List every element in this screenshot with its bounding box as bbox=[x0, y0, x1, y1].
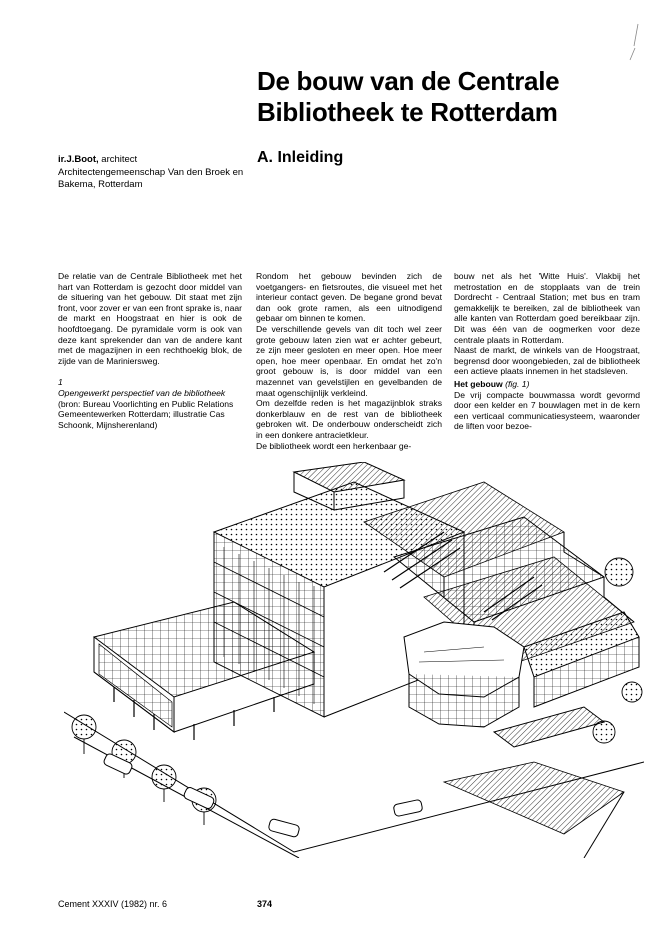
author-affiliation-2: Bakema, Rotterdam bbox=[58, 179, 143, 190]
subheading bbox=[454, 379, 640, 390]
author-line-1 bbox=[58, 154, 248, 167]
caption-title: Opengewerkt perspectief van de bibliotheek bbox=[58, 387, 226, 398]
author-affiliation-1: Architectengemeenschap Van den Broek en bbox=[58, 166, 244, 178]
title-line-1: De bouw van de Centrale bbox=[257, 66, 560, 96]
library-cutaway-illustration bbox=[64, 462, 644, 858]
paragraph: De bibliotheek wordt een herkenbaar ge- bbox=[256, 440, 412, 451]
subheading-ref: (fig. 1) bbox=[502, 378, 530, 389]
pencil-mark-icon bbox=[622, 22, 642, 62]
figure-caption bbox=[58, 377, 242, 430]
caption-number: 1 bbox=[58, 377, 63, 388]
paragraph: Om dezelfde reden is het magazijnblok straks donkerblauw en de rest van de bibliotheek gebroken wit. De onderbouw onderscheidt zich in een donkere antracietkleur. bbox=[256, 398, 442, 440]
text-column-1 bbox=[58, 271, 242, 430]
paragraph: Naast de markt, de winkels van de Hoogstraat, begrensd door woongebieden, zal de bibliotheek een actieve plaats innemen in het stadsleven. bbox=[454, 345, 640, 377]
journal-footer: Cement XXXIV (1982) nr. 6 bbox=[58, 899, 168, 909]
paragraph: bouw net als het 'Witte Huis'. Vlakbij het metrostation en de stopplaats van de trein Dordrecht - Centraal Station; met bus en tram gemakkelijk te bereiken, zal de bibliotheek van alle kanten van Rotterdam goed bereikbaar zijn. Dit was één van de oogmerken voor deze centrale plaats in Rotterdam. bbox=[454, 271, 640, 345]
paragraph: Rondom het gebouw bevinden zich de voetgangers- en fietsroutes, die visueel met het interieur contact geven. De begane grond bevat dan ook grote ramen, als een uitnodigend gebaar om binnen te komen. bbox=[256, 271, 442, 324]
author-name: ir.J.Boot, bbox=[58, 154, 99, 165]
author-role: architect bbox=[98, 154, 138, 165]
author-block bbox=[58, 154, 248, 192]
section-heading: A. Inleiding bbox=[257, 149, 344, 166]
article-title bbox=[257, 66, 637, 128]
title-line-2: Bibliotheek te Rotterdam bbox=[257, 97, 558, 127]
text-column-2 bbox=[256, 271, 442, 451]
paragraph: De vrij compacte bouwmassa wordt gevormd door een kelder en 7 bouwlagen met in de kern een verticaal communicatiesysteem, waaronder de liften voor bezoe- bbox=[454, 389, 640, 432]
text-column-3 bbox=[454, 271, 640, 432]
subheading-text: Het gebouw bbox=[454, 378, 503, 389]
caption-source: (bron: Bureau Voorlichting en Public Relations Gemeentewerken Rotterdam; illustratie Cas Schoonk, Mijnsherenland) bbox=[58, 398, 234, 430]
paragraph: De verschillende gevels van dit toch wel zeer grote gebouw laten zien wat er achter gebeurt, ze zijn meer gesloten en meer open. Hoe meer open, hoe meer openbaar. En omdat het zo'n groot gebouw is, is door middel van een mazennet van gevelstijlen en gevelbanden de maat ogenschijnlijk verkleind. bbox=[256, 323, 442, 398]
paragraph: De relatie van de Centrale Bibliotheek met het hart van Rotterdam is gezocht door middel van de situering van het gebouw. Dit staat met zijn front, voor zover er van een front sprake is, naar de markt en Hoogstraat en hier is ook de hoofdtoegang. De pyramidale vorm is ook van deze kant sprekender dan van de andere kant met de magazijnen in een rechthoekig blok, de zijde van de Mariniersweg. bbox=[58, 271, 242, 366]
page-number: 374 bbox=[257, 899, 273, 909]
